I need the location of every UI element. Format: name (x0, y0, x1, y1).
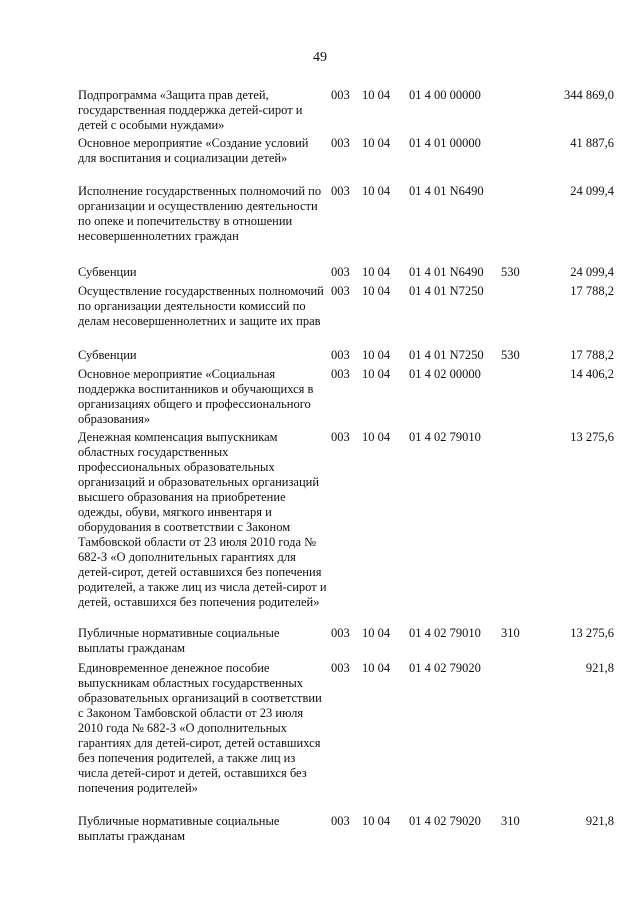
row-sum: 41 887,6 (570, 136, 614, 150)
row-section-code: 10 04 (362, 367, 391, 381)
row-section-code: 10 04 (362, 430, 391, 444)
table-row (0, 348, 640, 367)
row-target-code: 01 4 01 N6490 (409, 265, 484, 279)
row-name: Исполнение государственных полномочий по организации и осуществлению деятельности по опеке и попечительству в отношении несовершеннолетних граждан (78, 184, 322, 243)
row-expense-type: 530 (501, 265, 520, 279)
row-admin-code: 003 (331, 661, 350, 675)
row-sum: 24 099,4 (570, 265, 614, 279)
row-section-code: 10 04 (362, 814, 391, 828)
row-expense-type: 530 (501, 348, 520, 362)
row-admin-code: 003 (331, 367, 350, 381)
row-name: Субвенции (78, 348, 137, 362)
row-admin-code: 003 (331, 136, 350, 150)
row-admin-code: 003 (331, 265, 350, 279)
table-row (0, 430, 640, 626)
row-admin-code: 003 (331, 88, 350, 102)
table-row (0, 88, 640, 136)
row-expense-type: 310 (501, 626, 520, 640)
row-section-code: 10 04 (362, 184, 391, 198)
row-target-code: 01 4 01 N6490 (409, 184, 484, 198)
row-sum: 921,8 (585, 661, 614, 675)
table-row (0, 284, 640, 348)
row-sum: 13 275,6 (570, 626, 614, 640)
row-target-code: 01 4 02 00000 (409, 367, 481, 381)
table-row (0, 814, 640, 849)
row-admin-code: 003 (331, 184, 350, 198)
table-row (0, 661, 640, 814)
row-name: Единовременное денежное пособие выпускникам областных государственных образовательных организаций в соответствии с Законом Тамбовской области от 23 июля 2010 года № 682-З «О дополнительных гарантиях для детей-сирот, детей оставшихся без попечения родителей, а также лиц из числа детей-сирот и детей, оставшихся без попечения родителей» (78, 661, 322, 795)
row-name: Осуществление государственных полномочий по организации деятельности комиссий по делам несовершеннолетних и защите их прав (78, 284, 324, 328)
row-admin-code: 003 (331, 430, 350, 444)
table-row (0, 136, 640, 184)
row-admin-code: 003 (331, 814, 350, 828)
row-target-code: 01 4 01 N7250 (409, 348, 484, 362)
row-target-code: 01 4 00 00000 (409, 88, 481, 102)
row-section-code: 10 04 (362, 136, 391, 150)
row-name: Субвенции (78, 265, 137, 279)
row-section-code: 10 04 (362, 265, 391, 279)
table-row (0, 184, 640, 265)
row-sum: 24 099,4 (570, 184, 614, 198)
row-name: Денежная компенсация выпускникам областных государственных профессиональных образовательных организаций и образовательных организаций высшего образования на приобретение одежды, обуви, мягкого инвентаря и оборудования в соответствии с Законом Тамбовской области от 23 июля 2010 года № 682-З «О дополнительных гарантиях для детей-сирот, детей оставшихся без попечения родителей, а также лиц из числа детей-сирот и детей, оставшихся без попечения родителей» (78, 430, 327, 609)
row-target-code: 01 4 02 79020 (409, 661, 481, 675)
row-admin-code: 003 (331, 348, 350, 362)
row-section-code: 10 04 (362, 88, 391, 102)
table-row (0, 626, 640, 661)
row-name: Основное мероприятие «Создание условий для воспитания и социализации детей» (78, 136, 309, 165)
row-expense-type: 310 (501, 814, 520, 828)
row-name: Основное мероприятие «Социальная поддержка воспитанников и обучающихся в организациях общего и профессионального образования» (78, 367, 314, 426)
row-sum: 17 788,2 (570, 348, 614, 362)
row-target-code: 01 4 01 00000 (409, 136, 481, 150)
row-sum: 921,8 (585, 814, 614, 828)
row-target-code: 01 4 02 79010 (409, 430, 481, 444)
row-admin-code: 003 (331, 626, 350, 640)
row-section-code: 10 04 (362, 284, 391, 298)
page-number: 49 (313, 50, 327, 65)
row-name: Подпрограмма «Защита прав детей, государственная поддержка детей-сирот и детей с особыми нуждами» (78, 88, 303, 132)
row-sum: 344 869,0 (564, 88, 614, 102)
row-target-code: 01 4 02 79010 (409, 626, 481, 640)
row-name: Публичные нормативные социальные выплаты гражданам (78, 814, 280, 843)
row-admin-code: 003 (331, 284, 350, 298)
row-sum: 14 406,2 (570, 367, 614, 381)
row-target-code: 01 4 01 N7250 (409, 284, 484, 298)
table-row (0, 265, 640, 284)
table-row (0, 367, 640, 430)
row-section-code: 10 04 (362, 348, 391, 362)
row-section-code: 10 04 (362, 626, 391, 640)
row-name: Публичные нормативные социальные выплаты гражданам (78, 626, 280, 655)
row-section-code: 10 04 (362, 661, 391, 675)
budget-table (0, 88, 640, 849)
row-sum: 17 788,2 (570, 284, 614, 298)
row-target-code: 01 4 02 79020 (409, 814, 481, 828)
row-sum: 13 275,6 (570, 430, 614, 444)
